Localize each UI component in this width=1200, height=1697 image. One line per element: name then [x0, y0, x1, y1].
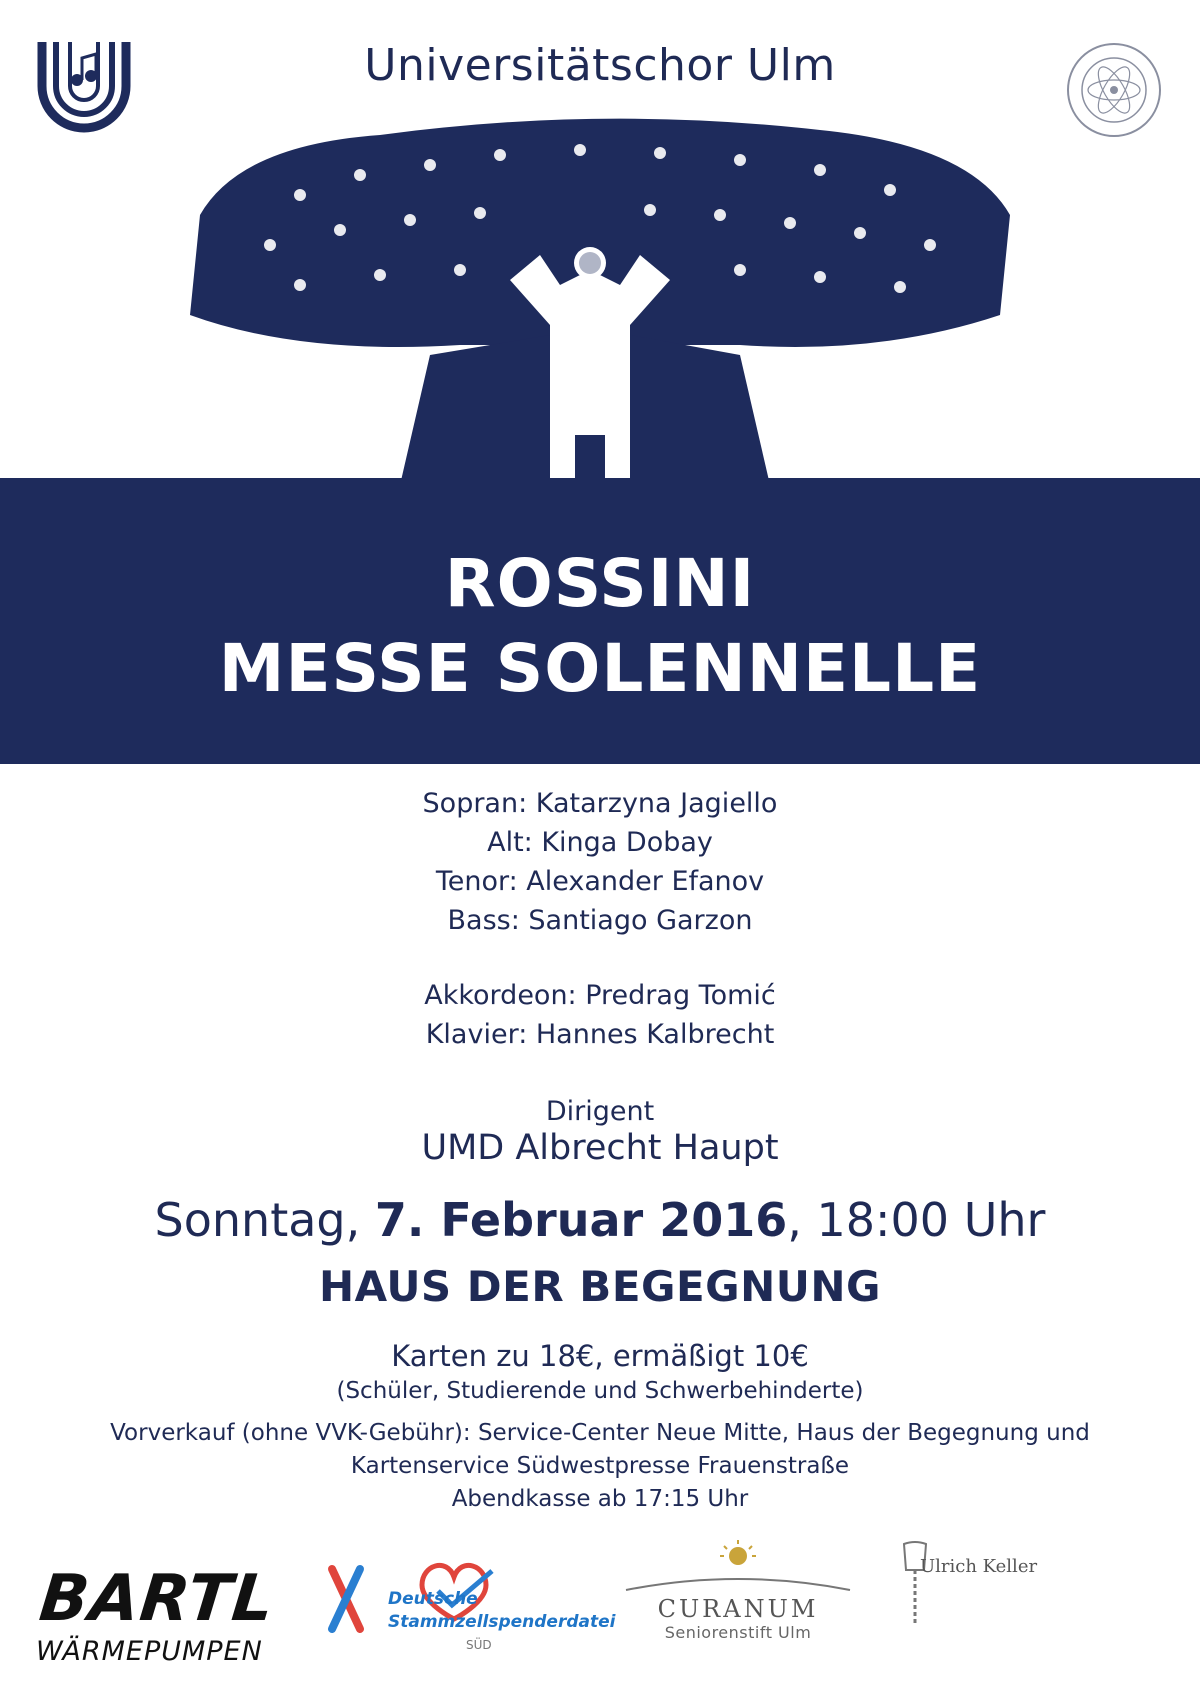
- event-date: 7. Februar 2016: [374, 1193, 788, 1247]
- concert-composer: ROSSINI: [444, 545, 756, 622]
- ticket-reduced-note: (Schüler, Studierende und Schwerbehinderte): [336, 1378, 864, 1404]
- event-datetime: [0, 1193, 1200, 1247]
- box-office-info: Abendkasse ab 17:15 Uhr: [451, 1486, 749, 1512]
- event-time: , 18:00 Uhr: [787, 1193, 1046, 1247]
- sponsor-dkms-region: SÜD: [466, 1638, 492, 1652]
- presale-info-line2: Kartenservice Südwestpresse Frauenstraße: [350, 1453, 850, 1479]
- sponsor-curanum-sub: Seniorenstift Ulm: [664, 1623, 812, 1642]
- sponsor-bartl-logo: BARTL: [36, 1562, 279, 1636]
- soloist-bass: Bass: Santiago Garzon: [447, 905, 753, 936]
- event-venue: HAUS DER BEGEGNUNG: [318, 1262, 882, 1311]
- sponsor-keller-name: Ulrich Keller: [920, 1556, 1038, 1577]
- soloist-soprano: Sopran: Katarzyna Jagiello: [422, 788, 778, 819]
- instrumentalist-accordion: Akkordeon: Predrag Tomić: [424, 980, 776, 1011]
- event-day: Sonntag,: [154, 1193, 361, 1247]
- conductor-name: UMD Albrecht Haupt: [421, 1128, 779, 1168]
- sponsor-curanum-sun-icon: [622, 1540, 854, 1600]
- soloist-alto: Alt: Kinga Dobay: [487, 827, 713, 858]
- sponsor-curanum-name: CURANUM: [657, 1595, 819, 1623]
- sponsor-keller-tooth-icon: [900, 1540, 930, 1630]
- concert-work: MESSE SOLENNELLE: [218, 630, 982, 707]
- conductor-label: Dirigent: [545, 1096, 655, 1127]
- sponsor-dkms-name2: Stammzellspenderdatei: [388, 1612, 616, 1632]
- soloist-tenor: Tenor: Alexander Efanov: [435, 866, 765, 897]
- university-seal-icon: [1064, 40, 1164, 140]
- instrumentalist-piano: Klavier: Hannes Kalbrecht: [425, 1019, 775, 1050]
- sponsor-bartl-sub: WÄRMEPUMPEN: [36, 1636, 263, 1667]
- presale-info-line1: Vorverkauf (ohne VVK-Gebühr): Service-Center Neue Mitte, Haus der Begegnung und: [110, 1420, 1090, 1446]
- page-title: Universitätschor Ulm: [364, 40, 836, 91]
- sponsor-dkms-name1: Deutsche: [388, 1589, 478, 1609]
- ticket-price: Karten zu 18€, ermäßigt 10€: [391, 1339, 809, 1373]
- choir-photo: [180, 105, 1020, 485]
